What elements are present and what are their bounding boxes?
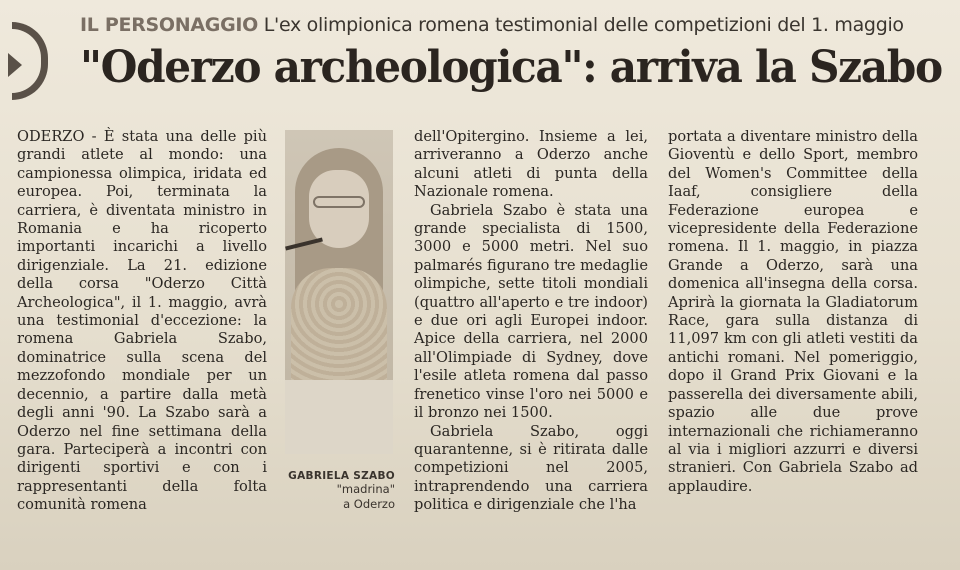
photo-caption <box>283 470 395 512</box>
photo-blouse <box>291 268 387 380</box>
article-headline: "Oderzo archeologica": arriva la Szabo <box>80 42 942 93</box>
paragraph: Gabriela Szabo è stata una grande specialista di 1500, 3000 e 5000 metri. Nel suo palmarés figurano tre medaglie olimpiche, sette titoli mondiali (quattro all'aperto e tre indoor) e due ori agli Europei indoor. Apice della carriera, nel 2000 all'Olimpiade di Sydney, dove l'esile atleta romena dal passo frenetico vinse l'oro nei 5000 e il bronzo nei 1500. <box>414 201 648 422</box>
portrait-photo <box>285 130 393 380</box>
paragraph: dell'Opitergino. Insieme a lei, arriveranno a Oderzo anche alcuni atleti di punta della Nazionale romena. <box>414 128 648 201</box>
paragraph: ODERZO - È stata una delle più grandi atlete al mondo: una campionessa olimpica, iridata ed europea. Poi, terminata la carriera, è diventata ministro in Romania e ha ricoperto importanti incarichi a livello dirigenziale. La 21. edizione della corsa "Oderzo Città Archeologica", il 1. maggio, avrà una testimonial d'eccezione: la romena Gabriela Szabo, dominatrice sulla scena del mezzofondo mondiale per un decennio, a partire dalla metà degli anni '90. La Szabo sarà a Oderzo nel fine settimana della gara. Parteciperà a incontri con dirigenti sportivi e con i rappresentanti della folta comunità romena <box>17 128 267 514</box>
caption-name: GABRIELA SZABO <box>288 470 395 482</box>
article-column-3 <box>668 128 918 496</box>
photo-face <box>309 170 369 248</box>
section-logo-icon <box>12 22 48 100</box>
kicker-subtitle: L'ex olimpionica romena testimonial delle competizioni del 1. maggio <box>263 14 904 36</box>
photo-glasses <box>313 196 365 208</box>
article-kicker <box>80 14 950 36</box>
kicker-tag: IL PERSONAGGIO <box>80 14 258 36</box>
article-column-2 <box>414 128 648 515</box>
article-column-1 <box>17 128 267 515</box>
paragraph: portata a diventare ministro della Gioventù e dello Sport, membro del Women's Committee della Iaaf, consigliere della Federazione europea e vicepresidente della Federazione romena. Il 1. maggio, in piazza Grande a Oderzo, sarà una domenica all'insegna della corsa. Aprirà la giornata la Gladiatorum Race, gara sulla distanza di 11,097 km con gli atleti vestiti da antichi romani. Nel pomeriggio, dopo il Grand Prix Giovani e la passerella dei diversamente abili, spazio alle due prove internazionali che richiameranno al via i migliori azzurri e diversi stranieri. Con Gabriela Szabo ad applaudire. <box>668 128 918 495</box>
caption-line-1: "madrina" <box>336 482 395 496</box>
paragraph: Gabriela Szabo, oggi quarantenne, si è ritirata dalle competizioni nel 2005, intraprendendo una carriera politica e dirigenziale che l'ha <box>414 422 648 514</box>
photo-frame <box>285 130 393 454</box>
caption-line-2: a Oderzo <box>343 497 395 511</box>
photo-lower-area <box>285 380 393 454</box>
